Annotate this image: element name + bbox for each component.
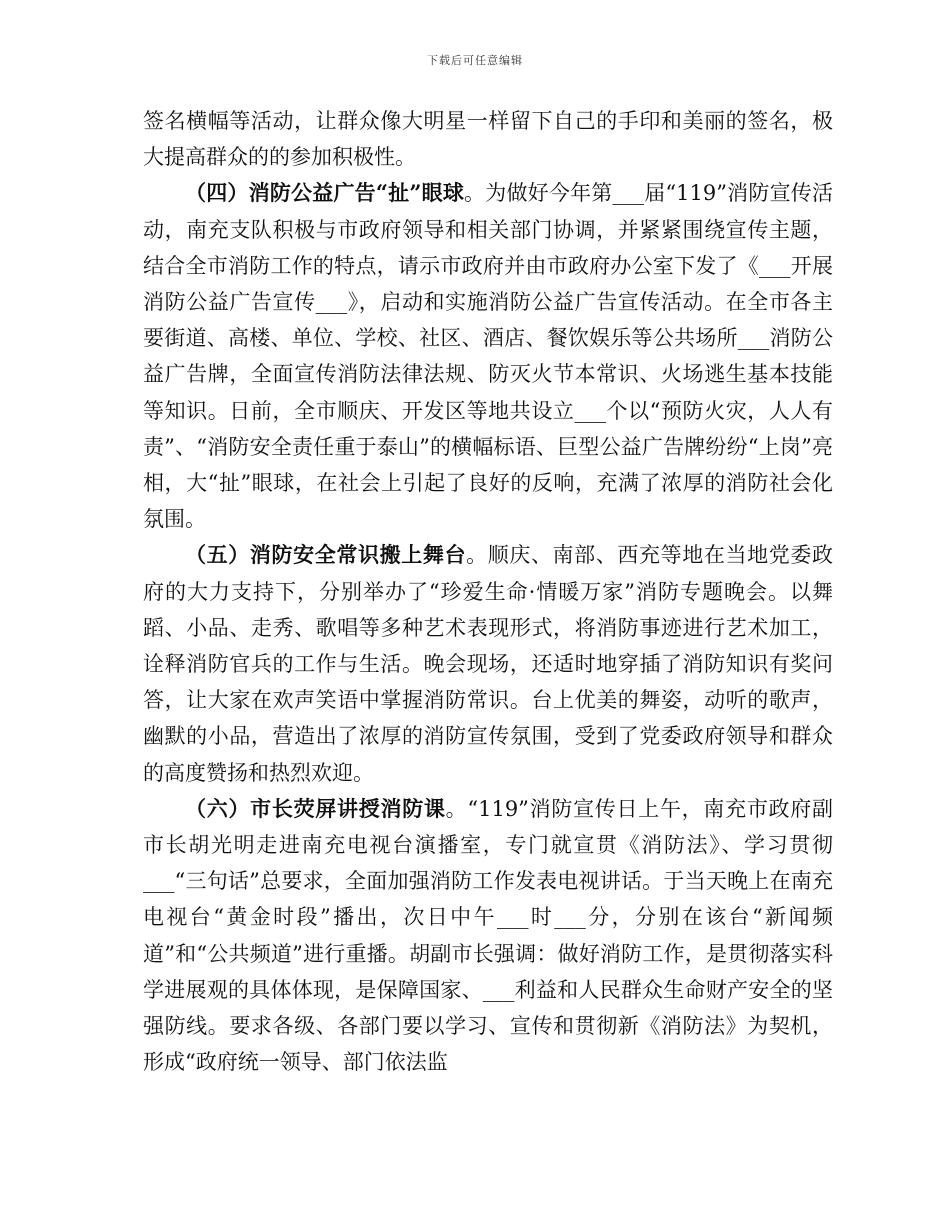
paragraph-continuation xyxy=(143,103,833,175)
paragraph-text: 。“119”消防宣传日上午，南充市政府副市长胡光明走进南充电视台演播室，专门就宣贯《消防法》、学习贯彻___“三句话”总要求，全面加强消防工作发表电视讲话。于当天晚上在南充电视台“黄金时段”播出，次日中午___时___分，分别在该台“新闻频道”和“公共频道”进行重播。胡副市长强调：做好消防工作，是贯彻落实科学进展观的具体体现，是保障国家、___利益和人民群众生命财产安全的坚强防线。要求各级、各部门要以学习、宣传和贯彻新《消防法》为契机，形成“政府统一领导、部门依法监 xyxy=(143,796,833,1075)
section-heading: （六）市长荧屏讲授消防课 xyxy=(185,795,446,821)
section-heading: （四）消防公益广告“扯”眼球 xyxy=(185,180,465,206)
page-header: 下载后可任意编辑 xyxy=(427,54,523,67)
section-heading: （五）消防安全常识搬上舞台 xyxy=(185,542,467,568)
document-body xyxy=(143,103,833,1080)
paragraph-text: 签名横幅等活动，让群众像大明星一样留下自己的手印和美丽的签名，极大提高群众的的参加积极性。 xyxy=(143,109,833,170)
section-five-paragraph xyxy=(143,537,833,790)
section-four-paragraph xyxy=(143,175,833,537)
paragraph-text: 。顺庆、南部、西充等地在当地党委政府的大力支持下，分别举办了“珍爱生命·情暖万家”消防专题晚会。以舞蹈、小品、走秀、歌唱等多种艺术表现形式，将消防事迹进行艺术加工，诠释消防官兵的工作与生活。晚会现场，还适时地穿插了消防知识有奖问答，让大家在欢声笑语中掌握消防常识。台上优美的舞姿，动听的歌声，幽默的小品，营造出了浓厚的消防宣传氛围，受到了党委政府领导和群众的高度赞扬和热烈欢迎。 xyxy=(143,543,834,785)
section-six-paragraph xyxy=(143,791,833,1081)
paragraph-text: 。为做好今年第___届“119”消防宣传活动，南充支队积极与市政府领导和相关部门协调，并紧紧围绕宣传主题，结合全市消防工作的特点，请示市政府并由市政府办公室下发了《___开展消防公益广告宣传___》，启动和实施消防公益广告宣传活动。在全市各主要街道、高楼、单位、学校、社区、酒店、餐饮娱乐等公共场所___消防公益广告牌，全面宣传消防法律法规、防灭火节本常识、火场逃生基本技能等知识。日前，全市顺庆、开发区等地共设立___个以“预防火灾，人人有责”、“消防安全责任重于泰山”的横幅标语、巨型公益广告牌纷纷“上岗”亮相，大“扯”眼球，在社会上引起了良好的反响，充满了浓厚的消防社会化氛围。 xyxy=(143,181,833,532)
